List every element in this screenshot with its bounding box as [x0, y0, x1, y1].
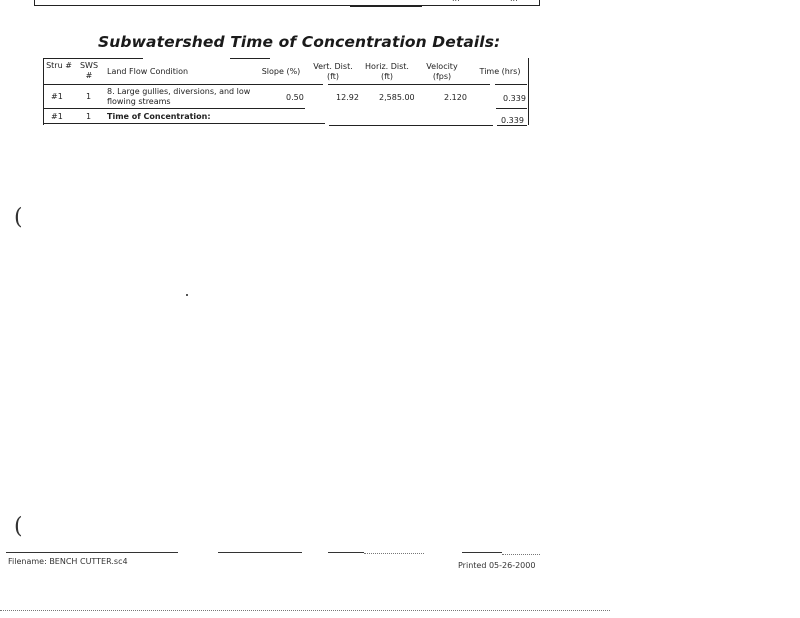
footer-rule: [502, 554, 540, 556]
row-land-flow: 8. Large gullies, diversions, and low flowing streams: [107, 87, 251, 106]
table-top-rule: [43, 58, 143, 59]
header-slope: Slope (%): [261, 67, 301, 76]
header-velocity: Velocity (fps): [426, 62, 458, 81]
footer-rule: [218, 552, 302, 553]
row-sws: 1: [86, 92, 92, 101]
header-rule: [43, 84, 323, 85]
footer-filename: Filename: BENCH CUTTER.sc4: [8, 557, 128, 566]
row-time: 0.339: [503, 94, 526, 103]
previous-table-rule: [350, 6, 422, 7]
header-sws: SWS #: [79, 61, 99, 80]
previous-table-value: [452, 0, 460, 3]
footer-rule: [6, 552, 178, 553]
total-sws: 1: [86, 112, 92, 121]
header-horiz-dist: Horiz. Dist. (ft): [365, 62, 409, 81]
row-rule: [496, 108, 527, 109]
scan-speck: [186, 294, 188, 296]
footer-rule: [462, 552, 502, 553]
header-vert-dist: Vert. Dist. (ft): [313, 62, 353, 81]
page-bottom-edge: [0, 610, 610, 612]
previous-table-bottom-edge: [34, 0, 540, 6]
table-top-rule: [230, 58, 270, 59]
footer-rule: [328, 552, 364, 553]
header-rule: [495, 84, 527, 85]
row-rule: [43, 108, 305, 109]
total-stru: #1: [51, 112, 63, 121]
header-time: Time (hrs): [479, 67, 521, 76]
row-stru: #1: [51, 92, 63, 101]
previous-table-value: [510, 0, 518, 3]
footer-rule: [364, 553, 424, 555]
footer-printed-date: Printed 05-26-2000: [458, 561, 536, 570]
total-rule: [329, 125, 493, 126]
binder-hole-mark: (: [14, 514, 23, 539]
header-stru: Stru #: [46, 61, 72, 70]
total-rule: [497, 125, 527, 126]
header-land-flow: Land Flow Condition: [107, 67, 189, 76]
total-rule: [43, 123, 325, 124]
total-label: Time of Concentration:: [107, 112, 211, 121]
row-vert-dist: 12.92: [336, 93, 359, 102]
row-velocity: 2.120: [444, 93, 467, 102]
row-horiz-dist: 2,585.00: [379, 93, 415, 102]
total-time: 0.339: [501, 116, 524, 125]
section-title: Subwatershed Time of Concentration Details:: [98, 33, 501, 51]
binder-hole-mark: (: [14, 205, 23, 230]
row-slope: 0.50: [286, 93, 304, 102]
header-rule: [328, 84, 490, 85]
